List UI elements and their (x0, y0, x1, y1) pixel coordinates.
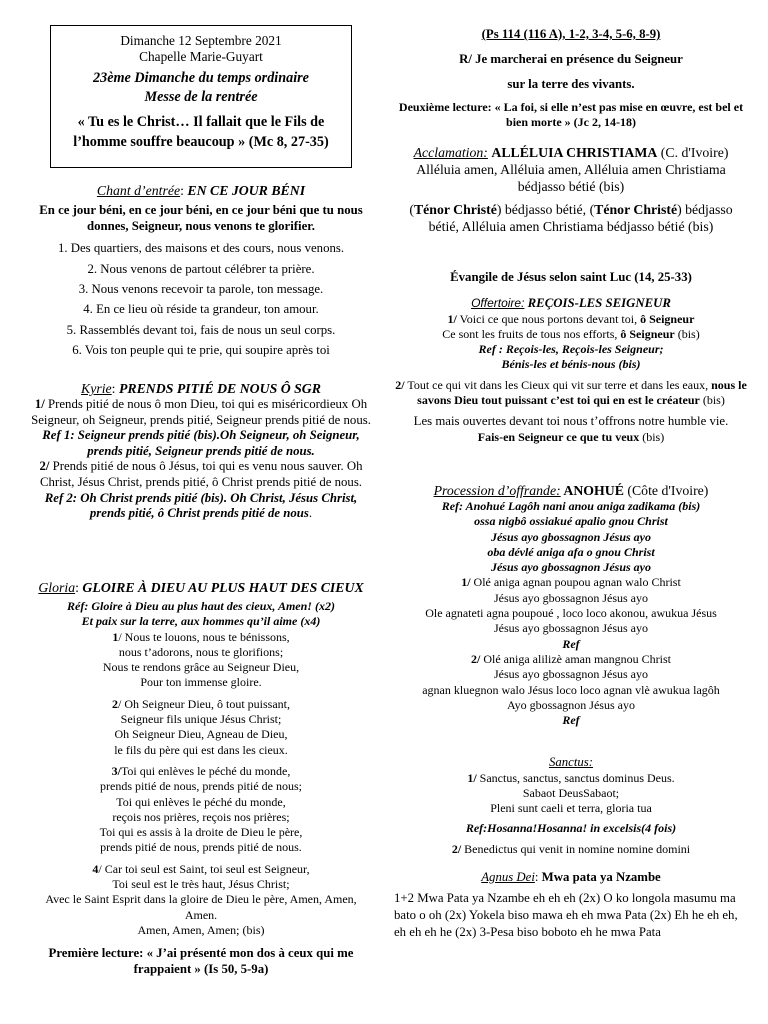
gloria-line: nous t’adorons, nous te glorifions; (118, 644, 284, 659)
psaume-refrain: R/ Je marcherai en présence du Seigneur (459, 51, 683, 66)
psaume-section (394, 27, 748, 130)
gloria-stanza-4: 4/ Car toi seul est Saint, toi seul est Seigneur, (92, 861, 310, 876)
procession-ref: oba dévlé aniga afa o gnou Christ (487, 544, 655, 559)
premiere-lecture (28, 946, 374, 977)
deuxieme-lecture: Deuxième lecture: « La foi, si elle n’est pas mise en œuvre, est bel et bien morte » (Jc 2, 14-18) (398, 99, 744, 130)
acclamation-heading: Acclamation: ALLÉLUIA CHRISTIAMA (C. d'Ivoire) (413, 145, 729, 160)
entree-section (28, 182, 374, 361)
gloria-stanza-3: 3/Toi qui enlèves le péché du monde, (111, 763, 291, 778)
procession-line: agnan kluegnon walo Jésus loco loco agnan vlè awukua lagôh (422, 682, 720, 697)
procession-ref: Jésus ayo gbossagnon Jésus ayo (490, 529, 652, 544)
agnus-text: 1+2 Mwa Pata ya Nzambe eh eh eh (2x) O ko longola masumu ma bato o oh (2x) Yokela biso mawa eh eh mwa Pata (2x) Eh he eh eh, eh eh eh he (2x) 3-Pesa biso boboto eh he mwa Pata (394, 890, 738, 940)
header-box (50, 25, 352, 168)
gloria-heading: Gloria: GLOIRE À DIEU AU PLUS HAUT DES CIEUX (38, 580, 364, 595)
entree-verse: 2. Nous venons de partout célébrer ta prière. (87, 261, 315, 276)
acclamation-tenor: (Ténor Christé) bédjasso bétié, (Ténor Christé) bédjasso bétié, Alléluia amen Christiama bédjasso bétié (bis) (409, 202, 733, 234)
gloria-line: Toi qui es assis à la droite de Dieu le père, (99, 825, 303, 840)
offertoire-verse-2: 2/ Tout ce qui vit dans les Cieux qui vit sur terre et dans les eaux, nous le savons Dieu tout puissant c’est toi qui en est le créateur (bis) (395, 377, 747, 408)
entree-refrain: En ce jour béni, en ce jour béni, en ce jour béni que tu nous donnes, Seigneur, nous venons te glorifier. (39, 203, 363, 233)
gloria-line: Seigneur fils unique Jésus Christ; (120, 712, 282, 727)
gloria-line: Pour ton immense gloire. (140, 675, 262, 690)
procession-verse-2: 2/ Olé aniga alilizè aman mangnou Christ (471, 651, 671, 666)
sanctus-verse-2: 2/ Benedictus qui venit in nomine nomine domini (451, 841, 691, 856)
offertoire-section (394, 296, 748, 445)
gloria-line: Avec le Saint Esprit dans la gloire de Dieu le père, Amen, Amen, Amen. (45, 892, 357, 922)
offertoire-ref: Bénis-les et bénis-nous (bis) (501, 357, 641, 372)
procession-verse-1: 1/ Olé aniga agnan poupou agnan walo Christ (461, 575, 681, 590)
procession-ref: Ref: Anohué Lagôh nani anou aniga zadikama (bis) (441, 499, 701, 513)
offertoire-ref: Ref : Reçois-les, Reçois-les Seigneur; (478, 342, 664, 357)
kyrie-ref-1: Ref 1: Seigneur prends pitié (bis).Oh Seigneur, oh Seigneur, prends pitié, Seigneur prends pitié de nous. (42, 428, 360, 458)
agnus-section (394, 870, 748, 941)
offertoire-verse-3: Les mais ouvertes devant toi nous t’offrons notre humble vie. (413, 414, 729, 429)
kyrie-ref-2: Ref 2: Oh Christ prends pitié (bis). Oh Christ, Jésus Christ, prends pitié, ô Christ prends pitié de nous. (44, 490, 358, 521)
mass-title: Messe de la rentrée (144, 88, 258, 105)
gloria-line: reçois nos prières, reçois nos prières; (112, 809, 290, 824)
procession-line: Jésus ayo gbossagnon Jésus ayo (494, 590, 648, 605)
sanctus-verse-1: 1/ Sanctus, sanctus, sanctus dominus Deus. (467, 770, 675, 785)
entree-verse: 5. Rassemblés devant toi, fais de nous un seul corps. (66, 322, 336, 337)
psaume-refrain: sur la terre des vivants. (507, 77, 635, 92)
procession-ref: ossa nigbô ossiakué apalio gnou Christ (474, 514, 668, 529)
sanctus-heading: Sanctus: (548, 755, 594, 769)
procession-line: Jésus ayo gbossagnon Jésus ayo (494, 621, 648, 636)
gloria-line: Toi seul est le très haut, Jésus Christ; (112, 877, 290, 892)
offertoire-verse-1: 1/ Voici ce que nous portons devant toi, ô Seigneur (447, 311, 695, 326)
gloria-ref: Réf: Gloire à Dieu au plus haut des cieux, Amen! (x2) (67, 599, 335, 613)
procession-section (394, 482, 748, 728)
celebration: 23ème Dimanche du temps ordinaire (93, 70, 309, 86)
procession-line: Ayo gbossagnon Jésus ayo (507, 697, 635, 712)
gospel-theme: « Tu es le Christ… Il fallait que le Fils de l’homme souffre beaucoup » (Mc 8, 27-35) (73, 114, 329, 150)
kyrie-heading: Kyrie: PRENDS PITIÉ DE NOUS Ô SGR (81, 381, 321, 396)
sanctus-line: Sabaot DeusSabaot; (522, 785, 620, 800)
entree-verse: 4. En ce lieu où réside ta grandeur, ton amour. (83, 302, 319, 317)
premiere-lecture-text: Première lecture: « J’ai présenté mon dos à ceux qui me frappaient » (Is 50, 5-9a) (48, 946, 354, 976)
gloria-line: prends pitié de nous, prends pitié de nous. (100, 840, 302, 855)
gloria-section (28, 579, 374, 938)
gloria-line: Amen, Amen, Amen; (bis) (137, 922, 265, 937)
procession-ref-word: Ref (562, 636, 580, 651)
sanctus-section (394, 755, 748, 857)
gloria-line: Toi qui enlèves le péché du monde, (116, 794, 286, 809)
acclamation-section (394, 144, 748, 235)
procession-line: Ole agnateti agna poupoué , loco loco akonou, awukua Jésus (425, 606, 717, 621)
kyrie-section (28, 380, 374, 522)
place: Chapelle Marie-Guyart (139, 49, 263, 64)
offertoire-heading: Offertoire: REÇOIS-LES SEIGNEUR (471, 296, 671, 310)
gloria-line: Nous te rendons grâce au Seigneur Dieu, (102, 660, 300, 675)
procession-heading: Procession d’offrande: ANOHUÉ (Côte d'Ivoire) (433, 483, 709, 498)
gloria-stanza-2: 2/ Oh Seigneur Dieu, ô tout puissant, (112, 696, 290, 711)
offertoire-verse-1b: Ce sont les fruits de tous nos efforts, ô Seigneur (bis) (442, 326, 700, 341)
entree-heading: Chant d’entrée: EN CE JOUR BÉNI (96, 183, 306, 198)
kyrie-verse-2: 2/ Prends pitié de nous ô Jésus, toi qui es venu nous sauver. Oh Christ, Jésus Christ, prends pitié, ô Christ prends pitié de nous. (39, 459, 363, 489)
procession-ref-word: Ref (562, 713, 580, 728)
gloria-line: Oh Seigneur Dieu, Agneau de Dieu, (114, 727, 288, 742)
sanctus-ref: Ref:Hosanna!Hosanna! in excelsis(4 fois) (465, 821, 677, 836)
offertoire-verse-3b: Fais-en Seigneur ce que tu veux (bis) (477, 429, 665, 444)
evangile-text: Évangile de Jésus selon saint Luc (14, 25-33) (450, 270, 692, 284)
psaume-ref: (Ps 114 (116 A), 1-2, 3-4, 5-6, 8-9) (481, 27, 661, 41)
procession-line: Jésus ayo gbossagnon Jésus ayo (494, 667, 648, 682)
gloria-line: le fils du père qui est dans les cieux. (114, 742, 288, 757)
gloria-stanza-1: 1/ Nous te louons, nous te bénissons, (112, 629, 290, 644)
sanctus-line: Pleni sunt caeli et terra, gloria tua (490, 801, 652, 816)
entree-verse: 3. Nous venons recevoir ta parole, ton message. (78, 282, 324, 296)
agnus-heading: Agnus Dei: Mwa pata ya Nzambe (481, 870, 661, 884)
gloria-line: prends pitié de nous, prends pitié de nous; (100, 779, 302, 794)
acclamation-line: Alléluia amen, Alléluia amen, Alléluia amen Christiama bédjasso bétié (bis) (416, 162, 726, 194)
entree-verse: 1. Des quartiers, des maisons et des cours, nous venons. (57, 241, 345, 256)
evangile (394, 270, 748, 286)
date: Dimanche 12 Septembre 2021 (120, 33, 282, 48)
kyrie-verse-1: 1/ Prends pitié de nous ô mon Dieu, toi qui es miséricordieux Oh Seigneur, oh Seigneur, prends pitié, Seigneur prends pitié de nous. (31, 397, 371, 427)
gloria-ref: Et paix sur la terre, aux hommes qu’il aime (x4) (81, 614, 321, 629)
entree-verse: 6. Vois ton peuple qui te prie, qui soupire après toi (72, 343, 330, 358)
procession-ref: Jésus ayo gbossagnon Jésus ayo (490, 560, 652, 575)
